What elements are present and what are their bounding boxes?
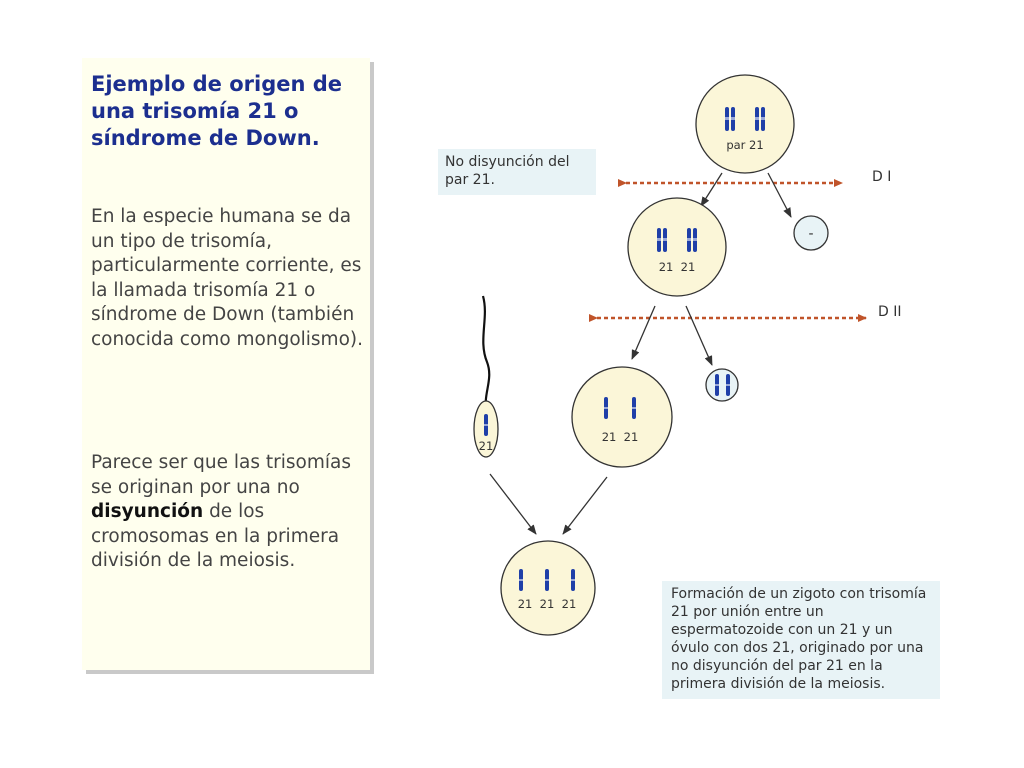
arrow-to-empty-cell (768, 173, 791, 217)
chromosome-icon (604, 397, 609, 419)
cell-21-21-meiosis-i (628, 198, 726, 296)
arrow-oocyte-to-zygote (563, 477, 607, 534)
panel-title: Ejemplo de origen de una trisomía 21 o síndrome de Down. (91, 72, 343, 150)
cell-mid-label: 21 21 (658, 260, 696, 274)
sperm-tail (483, 296, 489, 412)
cell-oocyte-label: 21 21 (601, 430, 639, 444)
cell-par-21 (696, 75, 794, 173)
paragraph-trisomy-intro: En la especie humana se da un tipo de trisomía, particularmente corriente, es la llamada trisomía 21 o síndrome de Down (también conocida como mongolismo). (91, 206, 363, 350)
chromosome-icon (519, 569, 524, 591)
paragraph-nondisjunction-start: Parece ser que las trisomías se originan por una no (91, 452, 352, 498)
chromosome-icon (715, 374, 720, 396)
paragraph-nondisjunction-end: de los cromosomas en la primera división de la meiosis. (91, 501, 340, 571)
label-d2: D II (878, 304, 902, 320)
note-nondisjunction: No disyunción del par 21. (438, 149, 596, 195)
chromosome-icon (571, 569, 576, 591)
zygote-label: 21 21 21 (517, 597, 577, 611)
cell-empty-label: - (808, 226, 814, 242)
cell-oocyte-21-21 (572, 367, 672, 467)
sperm-label: 21 (478, 439, 494, 453)
cell-par-21-label: par 21 (726, 138, 764, 152)
arrow-to-oocyte (632, 306, 655, 359)
chromosome-icon (545, 569, 550, 591)
arrow-sperm-to-zygote (490, 474, 536, 534)
arrow-to-polar-body (686, 306, 712, 365)
keyword-disyuncion: disyunción (91, 501, 204, 522)
sperm-cell (474, 296, 498, 457)
chromosome-icon (726, 374, 731, 396)
arrow-to-mid-cell (701, 173, 722, 206)
chromosome-icon (632, 397, 637, 419)
chromosome-icon (484, 414, 489, 436)
polar-body (706, 369, 738, 401)
label-d1: D I (872, 169, 892, 185)
zygote-trisomy-21 (501, 541, 595, 635)
cell-empty (794, 216, 828, 250)
note-zygote-formation: Formación de un zigoto con trisomía 21 por unión entre un espermatozoide con un 21 y un óvulo con dos 21, originado por una no disyunción del par 21 en la primera división de la meiosis. (662, 581, 940, 699)
